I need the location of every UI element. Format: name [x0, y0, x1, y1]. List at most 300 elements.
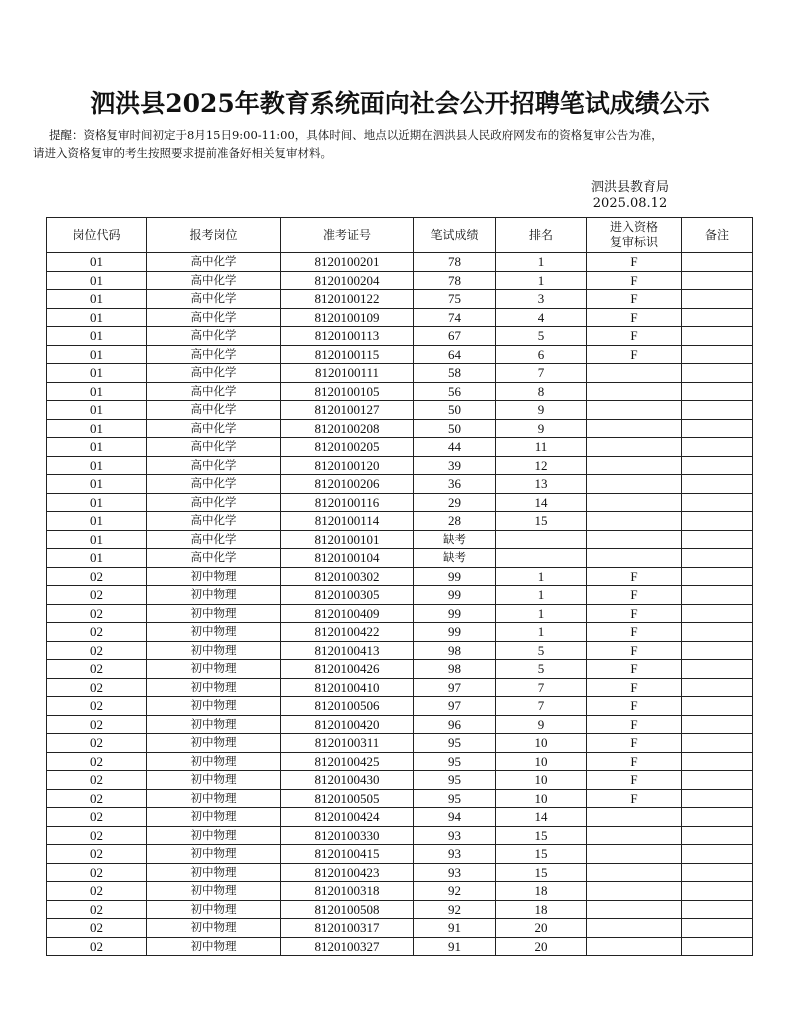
page-title: 泗洪县2025年教育系统面向社会公开招聘笔试成绩公示 — [90, 89, 710, 118]
cell-rank: 20 — [496, 937, 587, 956]
cell-post: 高中化学 — [147, 493, 281, 512]
cell-score: 95 — [414, 789, 496, 808]
cell-post-code: 01 — [47, 271, 147, 290]
cell-ticket-number: 8120100111 — [281, 364, 414, 383]
cell-post-code: 02 — [47, 771, 147, 790]
cell-post-code: 01 — [47, 456, 147, 475]
notice — [33, 126, 763, 162]
table-row — [47, 678, 753, 697]
cell-post-code: 02 — [47, 826, 147, 845]
cell-post-code: 02 — [47, 678, 147, 697]
cell-ticket-number: 8120100311 — [281, 734, 414, 753]
cell-rank: 7 — [496, 697, 587, 716]
cell-post: 高中化学 — [147, 327, 281, 346]
cell-post-code: 01 — [47, 475, 147, 494]
cell-post-code: 02 — [47, 697, 147, 716]
notice-line-1: 提醒：资格复审时间初定于8月15日9:00-11:00，具体时间、地点以近期在泗洪县人民政府网发布的资格复审公告为准， — [49, 128, 663, 142]
cell-rank: 6 — [496, 345, 587, 364]
cell-ticket-number: 8120100206 — [281, 475, 414, 494]
cell-rank: 14 — [496, 808, 587, 827]
cell-score: 95 — [414, 734, 496, 753]
cell-rank: 5 — [496, 641, 587, 660]
cell-ticket-number: 8120100115 — [281, 345, 414, 364]
cell-ticket-number: 8120100426 — [281, 660, 414, 679]
cell-ticket-number: 8120100302 — [281, 567, 414, 586]
cell-score: 50 — [414, 401, 496, 420]
cell-qualification-flag: F — [587, 752, 682, 771]
table-row — [47, 438, 753, 457]
cell-score: 92 — [414, 882, 496, 901]
cell-post-code: 02 — [47, 937, 147, 956]
cell-post-code: 02 — [47, 660, 147, 679]
cell-rank: 13 — [496, 475, 587, 494]
cell-score: 96 — [414, 715, 496, 734]
cell-remarks — [682, 419, 753, 438]
table-row — [47, 845, 753, 864]
cell-post: 初中物理 — [147, 789, 281, 808]
cell-remarks — [682, 660, 753, 679]
cell-qualification-flag — [587, 364, 682, 383]
cell-score: 44 — [414, 438, 496, 457]
cell-post-code: 01 — [47, 364, 147, 383]
issuer: 泗洪县教育局 — [590, 180, 669, 195]
cell-ticket-number: 8120100508 — [281, 900, 414, 919]
table-row — [47, 512, 753, 531]
cell-post: 初中物理 — [147, 900, 281, 919]
table-row — [47, 826, 753, 845]
cell-remarks — [682, 253, 753, 272]
cell-post: 初中物理 — [147, 882, 281, 901]
cell-ticket-number: 8120100122 — [281, 290, 414, 309]
cell-score: 93 — [414, 863, 496, 882]
cell-post-code: 01 — [47, 308, 147, 327]
cell-post-code: 01 — [47, 512, 147, 531]
cell-remarks — [682, 549, 753, 568]
cell-post-code: 02 — [47, 789, 147, 808]
cell-score: 97 — [414, 697, 496, 716]
header-post: 报考岗位 — [147, 218, 281, 253]
cell-qualification-flag: F — [587, 623, 682, 642]
header-qual-line-1: 进入资格 — [609, 220, 658, 234]
cell-qualification-flag: F — [587, 308, 682, 327]
cell-post-code: 02 — [47, 641, 147, 660]
cell-post: 初中物理 — [147, 919, 281, 938]
table-row — [47, 567, 753, 586]
cell-post-code: 01 — [47, 530, 147, 549]
cell-rank: 15 — [496, 845, 587, 864]
cell-post-code: 02 — [47, 752, 147, 771]
cell-remarks — [682, 789, 753, 808]
cell-post-code: 02 — [47, 900, 147, 919]
cell-rank: 10 — [496, 752, 587, 771]
table-row — [47, 271, 753, 290]
cell-post-code: 02 — [47, 734, 147, 753]
cell-ticket-number: 8120100409 — [281, 604, 414, 623]
cell-post: 高中化学 — [147, 364, 281, 383]
cell-qualification-flag — [587, 845, 682, 864]
cell-remarks — [682, 493, 753, 512]
cell-rank: 15 — [496, 863, 587, 882]
cell-ticket-number: 8120100104 — [281, 549, 414, 568]
table-row — [47, 475, 753, 494]
cell-ticket-number: 8120100410 — [281, 678, 414, 697]
cell-ticket-number: 8120100101 — [281, 530, 414, 549]
cell-score: 98 — [414, 641, 496, 660]
table-row — [47, 456, 753, 475]
cell-score: 50 — [414, 419, 496, 438]
cell-post-code: 01 — [47, 419, 147, 438]
cell-post: 高中化学 — [147, 290, 281, 309]
notice-line-2: 请进入资格复审的考生按照要求提前准备好相关复审材料。 — [33, 146, 332, 160]
cell-rank: 1 — [496, 604, 587, 623]
cell-qualification-flag — [587, 882, 682, 901]
cell-qualification-flag: F — [587, 678, 682, 697]
cell-post-code: 01 — [47, 253, 147, 272]
cell-score: 91 — [414, 937, 496, 956]
cell-score: 28 — [414, 512, 496, 531]
cell-score: 93 — [414, 845, 496, 864]
cell-qualification-flag: F — [587, 345, 682, 364]
cell-rank: 7 — [496, 364, 587, 383]
cell-score: 74 — [414, 308, 496, 327]
cell-score: 39 — [414, 456, 496, 475]
cell-remarks — [682, 900, 753, 919]
cell-remarks — [682, 808, 753, 827]
cell-post: 初中物理 — [147, 567, 281, 586]
cell-post: 高中化学 — [147, 253, 281, 272]
cell-qualification-flag — [587, 530, 682, 549]
cell-ticket-number: 8120100327 — [281, 937, 414, 956]
header-qualification-flag — [587, 218, 682, 253]
cell-ticket-number: 8120100413 — [281, 641, 414, 660]
cell-rank — [496, 530, 587, 549]
cell-post: 初中物理 — [147, 845, 281, 864]
cell-remarks — [682, 345, 753, 364]
cell-score: 94 — [414, 808, 496, 827]
cell-ticket-number: 8120100505 — [281, 789, 414, 808]
table-row — [47, 771, 753, 790]
table-row — [47, 641, 753, 660]
cell-score: 75 — [414, 290, 496, 309]
cell-ticket-number: 8120100330 — [281, 826, 414, 845]
cell-post: 高中化学 — [147, 549, 281, 568]
cell-qualification-flag: F — [587, 271, 682, 290]
cell-qualification-flag — [587, 863, 682, 882]
cell-ticket-number: 8120100318 — [281, 882, 414, 901]
cell-qualification-flag: F — [587, 660, 682, 679]
cell-ticket-number: 8120100204 — [281, 271, 414, 290]
cell-score: 64 — [414, 345, 496, 364]
cell-qualification-flag: F — [587, 734, 682, 753]
cell-score: 78 — [414, 253, 496, 272]
results-table — [46, 217, 753, 956]
cell-score: 缺考 — [414, 549, 496, 568]
table-row — [47, 808, 753, 827]
cell-rank: 3 — [496, 290, 587, 309]
header-remarks: 备注 — [682, 218, 753, 253]
table-row — [47, 364, 753, 383]
table-row — [47, 253, 753, 272]
table-row — [47, 327, 753, 346]
cell-remarks — [682, 771, 753, 790]
cell-score: 98 — [414, 660, 496, 679]
cell-qualification-flag — [587, 512, 682, 531]
cell-rank: 15 — [496, 826, 587, 845]
cell-ticket-number: 8120100415 — [281, 845, 414, 864]
cell-rank: 10 — [496, 789, 587, 808]
cell-remarks — [682, 308, 753, 327]
cell-post-code: 02 — [47, 715, 147, 734]
cell-qualification-flag: F — [587, 290, 682, 309]
cell-post: 高中化学 — [147, 345, 281, 364]
table-row — [47, 530, 753, 549]
cell-ticket-number: 8120100116 — [281, 493, 414, 512]
cell-rank: 9 — [496, 715, 587, 734]
cell-ticket-number: 8120100425 — [281, 752, 414, 771]
cell-qualification-flag: F — [587, 586, 682, 605]
table-row — [47, 882, 753, 901]
cell-qualification-flag: F — [587, 604, 682, 623]
cell-ticket-number: 8120100422 — [281, 623, 414, 642]
cell-remarks — [682, 845, 753, 864]
cell-score: 56 — [414, 382, 496, 401]
cell-post-code: 02 — [47, 604, 147, 623]
table-row — [47, 623, 753, 642]
cell-post: 初中物理 — [147, 808, 281, 827]
cell-post-code: 01 — [47, 290, 147, 309]
cell-score: 95 — [414, 752, 496, 771]
table-header-row — [47, 218, 753, 253]
cell-remarks — [682, 456, 753, 475]
header-ticket-number: 准考证号 — [281, 218, 414, 253]
cell-score: 99 — [414, 567, 496, 586]
cell-remarks — [682, 641, 753, 660]
cell-post: 初中物理 — [147, 826, 281, 845]
cell-qualification-flag: F — [587, 253, 682, 272]
cell-score: 93 — [414, 826, 496, 845]
cell-qualification-flag: F — [587, 697, 682, 716]
table-row — [47, 660, 753, 679]
cell-post: 高中化学 — [147, 512, 281, 531]
cell-rank: 18 — [496, 900, 587, 919]
table-row — [47, 697, 753, 716]
cell-score: 99 — [414, 586, 496, 605]
cell-post-code: 01 — [47, 327, 147, 346]
cell-remarks — [682, 586, 753, 605]
cell-remarks — [682, 863, 753, 882]
cell-qualification-flag: F — [587, 641, 682, 660]
cell-rank — [496, 549, 587, 568]
table-row — [47, 734, 753, 753]
cell-post-code: 01 — [47, 493, 147, 512]
cell-post: 初中物理 — [147, 697, 281, 716]
cell-rank: 1 — [496, 271, 587, 290]
cell-qualification-flag — [587, 900, 682, 919]
cell-qualification-flag — [587, 549, 682, 568]
header-post-code: 岗位代码 — [47, 218, 147, 253]
cell-qualification-flag — [587, 808, 682, 827]
cell-remarks — [682, 882, 753, 901]
cell-post: 高中化学 — [147, 530, 281, 549]
cell-qualification-flag: F — [587, 567, 682, 586]
table-row — [47, 604, 753, 623]
table-row — [47, 586, 753, 605]
cell-post: 初中物理 — [147, 586, 281, 605]
cell-rank: 1 — [496, 567, 587, 586]
cell-score: 78 — [414, 271, 496, 290]
cell-ticket-number: 8120100423 — [281, 863, 414, 882]
cell-rank: 18 — [496, 882, 587, 901]
cell-post: 初中物理 — [147, 604, 281, 623]
header-rank: 排名 — [496, 218, 587, 253]
cell-remarks — [682, 512, 753, 531]
cell-qualification-flag — [587, 438, 682, 457]
cell-remarks — [682, 567, 753, 586]
issue-date: 2025.08.12 — [592, 196, 668, 211]
cell-post-code: 02 — [47, 882, 147, 901]
table-row — [47, 308, 753, 327]
cell-score: 29 — [414, 493, 496, 512]
cell-post: 初中物理 — [147, 937, 281, 956]
cell-score: 58 — [414, 364, 496, 383]
table-row — [47, 493, 753, 512]
cell-post: 高中化学 — [147, 438, 281, 457]
cell-rank: 5 — [496, 327, 587, 346]
cell-ticket-number: 8120100305 — [281, 586, 414, 605]
table-row — [47, 863, 753, 882]
cell-rank: 4 — [496, 308, 587, 327]
table-row — [47, 382, 753, 401]
cell-rank: 15 — [496, 512, 587, 531]
cell-remarks — [682, 715, 753, 734]
cell-qualification-flag: F — [587, 789, 682, 808]
cell-post: 高中化学 — [147, 475, 281, 494]
cell-post-code: 02 — [47, 863, 147, 882]
cell-remarks — [682, 327, 753, 346]
cell-score: 91 — [414, 919, 496, 938]
cell-rank: 9 — [496, 419, 587, 438]
cell-post: 初中物理 — [147, 734, 281, 753]
cell-remarks — [682, 271, 753, 290]
cell-remarks — [682, 734, 753, 753]
cell-rank: 5 — [496, 660, 587, 679]
cell-rank: 12 — [496, 456, 587, 475]
table-row — [47, 752, 753, 771]
cell-post: 高中化学 — [147, 382, 281, 401]
cell-post: 初中物理 — [147, 623, 281, 642]
table-row — [47, 549, 753, 568]
table-row — [47, 345, 753, 364]
cell-remarks — [682, 697, 753, 716]
cell-post: 初中物理 — [147, 771, 281, 790]
cell-qualification-flag — [587, 475, 682, 494]
cell-post: 初中物理 — [147, 660, 281, 679]
cell-score: 99 — [414, 604, 496, 623]
table-row — [47, 789, 753, 808]
cell-ticket-number: 8120100506 — [281, 697, 414, 716]
cell-ticket-number: 8120100430 — [281, 771, 414, 790]
cell-rank: 9 — [496, 401, 587, 420]
cell-post-code: 01 — [47, 345, 147, 364]
cell-ticket-number: 8120100105 — [281, 382, 414, 401]
table-row — [47, 401, 753, 420]
cell-remarks — [682, 401, 753, 420]
cell-remarks — [682, 438, 753, 457]
cell-post: 初中物理 — [147, 678, 281, 697]
cell-qualification-flag — [587, 826, 682, 845]
cell-post: 高中化学 — [147, 456, 281, 475]
cell-post-code: 02 — [47, 808, 147, 827]
cell-post-code: 02 — [47, 623, 147, 642]
cell-rank: 1 — [496, 586, 587, 605]
cell-remarks — [682, 919, 753, 938]
cell-ticket-number: 8120100208 — [281, 419, 414, 438]
cell-post-code: 01 — [47, 382, 147, 401]
cell-ticket-number: 8120100114 — [281, 512, 414, 531]
cell-qualification-flag — [587, 456, 682, 475]
cell-post: 初中物理 — [147, 641, 281, 660]
cell-rank: 11 — [496, 438, 587, 457]
cell-remarks — [682, 623, 753, 642]
cell-score: 97 — [414, 678, 496, 697]
cell-post: 初中物理 — [147, 752, 281, 771]
cell-remarks — [682, 290, 753, 309]
cell-ticket-number: 8120100420 — [281, 715, 414, 734]
cell-rank: 14 — [496, 493, 587, 512]
cell-rank: 8 — [496, 382, 587, 401]
cell-qualification-flag — [587, 401, 682, 420]
cell-qualification-flag: F — [587, 771, 682, 790]
cell-remarks — [682, 530, 753, 549]
table-row — [47, 937, 753, 956]
table-row — [47, 919, 753, 938]
cell-ticket-number: 8120100127 — [281, 401, 414, 420]
cell-ticket-number: 8120100205 — [281, 438, 414, 457]
cell-post-code: 02 — [47, 567, 147, 586]
table-row — [47, 900, 753, 919]
cell-score: 36 — [414, 475, 496, 494]
cell-ticket-number: 8120100113 — [281, 327, 414, 346]
cell-ticket-number: 8120100120 — [281, 456, 414, 475]
cell-score: 92 — [414, 900, 496, 919]
cell-post-code: 02 — [47, 919, 147, 938]
cell-qualification-flag — [587, 382, 682, 401]
cell-post-code: 02 — [47, 845, 147, 864]
cell-remarks — [682, 382, 753, 401]
cell-qualification-flag — [587, 919, 682, 938]
cell-remarks — [682, 937, 753, 956]
cell-remarks — [682, 826, 753, 845]
cell-rank: 1 — [496, 253, 587, 272]
table-row — [47, 290, 753, 309]
cell-remarks — [682, 364, 753, 383]
cell-score: 67 — [414, 327, 496, 346]
cell-rank: 10 — [496, 734, 587, 753]
cell-post: 初中物理 — [147, 715, 281, 734]
cell-post: 初中物理 — [147, 863, 281, 882]
cell-rank: 20 — [496, 919, 587, 938]
cell-qualification-flag — [587, 419, 682, 438]
cell-qualification-flag — [587, 493, 682, 512]
cell-score: 缺考 — [414, 530, 496, 549]
cell-post-code: 02 — [47, 586, 147, 605]
cell-ticket-number: 8120100201 — [281, 253, 414, 272]
cell-remarks — [682, 752, 753, 771]
cell-rank: 10 — [496, 771, 587, 790]
table-row — [47, 419, 753, 438]
cell-score: 95 — [414, 771, 496, 790]
cell-qualification-flag — [587, 937, 682, 956]
